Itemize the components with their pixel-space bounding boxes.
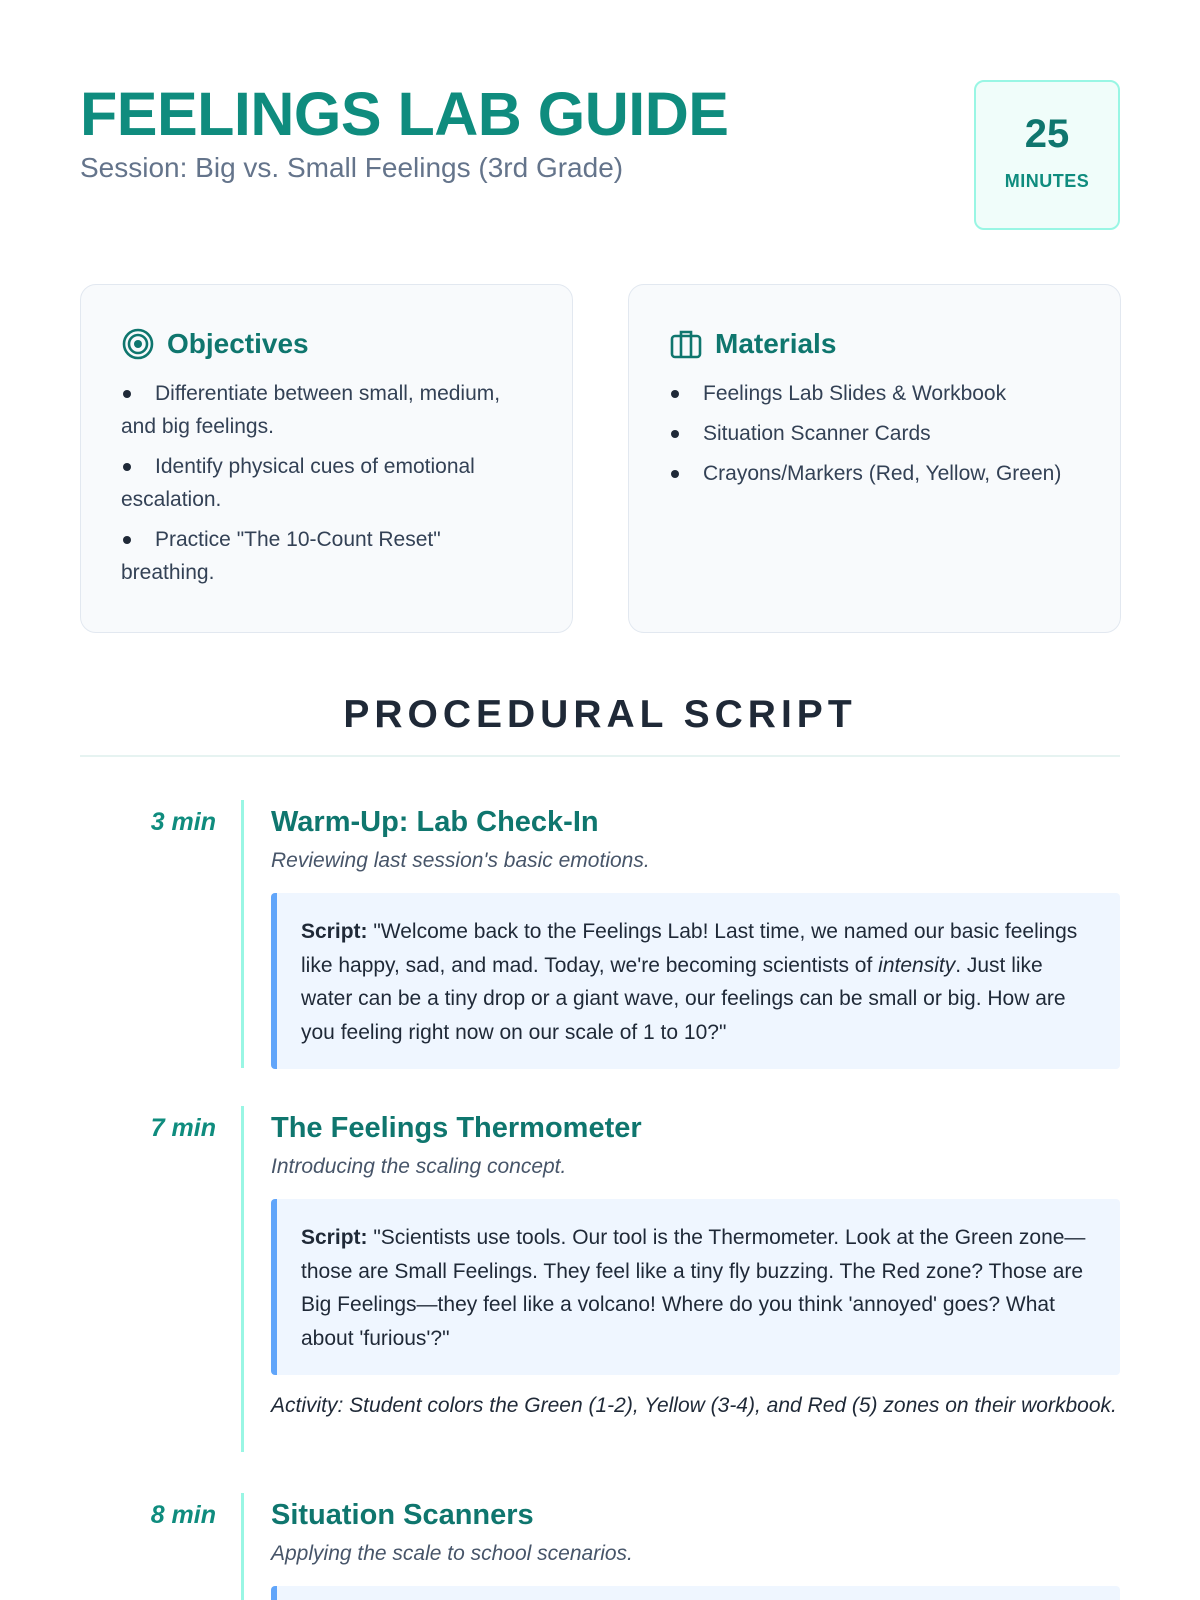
objectives-title: Objectives <box>167 328 309 359</box>
material-item: Crayons/Markers (Red, Yellow, Green) <box>669 457 1080 490</box>
step-time: 7 min <box>150 1114 216 1142</box>
step-time: 3 min <box>150 808 216 836</box>
step-title: Warm-Up: Lab Check-In <box>271 806 599 838</box>
objective-item: Practice "The 10-Count Reset" breathing. <box>121 523 532 589</box>
step-title: Situation Scanners <box>271 1499 534 1531</box>
timeline-step <box>80 1493 1120 1600</box>
script-text: "Scientists use tools. Our tool is the Thermometer. Look at the Green zone—those are Small Feelings. They feel like a tiny fly buzzing. The Red zone? Those are Big Feelings—they feel like a volcano! Where do you think 'annoyed' goes? What about 'furious'?" <box>301 1226 1086 1350</box>
step-title: The Feelings Thermometer <box>271 1112 642 1144</box>
duration-unit: MINUTES <box>1004 171 1090 191</box>
timeline-rail <box>241 1106 244 1452</box>
overview-cards <box>80 284 1120 633</box>
materials-title: Materials <box>715 328 837 359</box>
section-title: PROCEDURAL SCRIPT <box>343 693 857 736</box>
objective-item: Identify physical cues of emotional escalation. <box>121 450 532 516</box>
header <box>80 0 1120 240</box>
duration-badge <box>974 80 1120 230</box>
target-icon <box>121 327 155 361</box>
material-item: Situation Scanner Cards <box>669 417 1080 450</box>
timeline-step <box>80 800 1120 1068</box>
timeline-step <box>80 1106 1120 1452</box>
objective-item: Differentiate between small, medium, and big feelings. <box>121 377 532 443</box>
step-subtitle: Introducing the scaling concept. <box>271 1155 567 1178</box>
timeline-rail <box>241 800 244 1068</box>
script-text: "Welcome back to the Feelings Lab! Last time, we named our basic feelings like happy, sad, and mad. Today, we're becoming scientists of <box>301 920 1078 977</box>
script-label: Script: <box>301 920 368 943</box>
script-box <box>271 893 1120 1069</box>
objectives-list <box>121 377 532 589</box>
briefcase-icon <box>669 327 703 361</box>
session-subtitle: Session: Big vs. Small Feelings (3rd Grade) <box>80 152 624 183</box>
objectives-header <box>121 325 532 363</box>
material-item: Feelings Lab Slides & Workbook <box>669 377 1080 410</box>
objectives-card <box>80 284 573 633</box>
script-box <box>271 1586 1120 1600</box>
step-time: 8 min <box>150 1501 216 1529</box>
materials-header <box>669 325 1080 363</box>
script-text: . Just like water can be a tiny drop or a giant wave, our feelings can be small or big. How are you feeling right now on our scale of 1 to 10?" <box>301 953 1066 1044</box>
section-divider <box>80 755 1120 757</box>
step-subtitle: Applying the scale to school scenarios. <box>271 1542 633 1565</box>
materials-list <box>669 377 1080 490</box>
page-title: FEELINGS LAB GUIDE <box>80 80 729 148</box>
timeline-rail <box>241 1493 244 1600</box>
activity-note: Activity: Student colors the Green (1-2), Yellow (3-4), and Red (5) zones on their workbook. <box>271 1394 1117 1417</box>
script-label: Script: <box>301 1226 368 1249</box>
script-emphasis: intensity <box>878 953 956 977</box>
step-body <box>271 1493 1120 1600</box>
duration-value: 25 <box>1024 112 1070 156</box>
step-subtitle: Reviewing last session's basic emotions. <box>271 849 650 872</box>
step-body <box>271 1106 1120 1423</box>
step-body <box>271 800 1120 1069</box>
script-box <box>271 1199 1120 1375</box>
materials-card <box>628 284 1121 633</box>
